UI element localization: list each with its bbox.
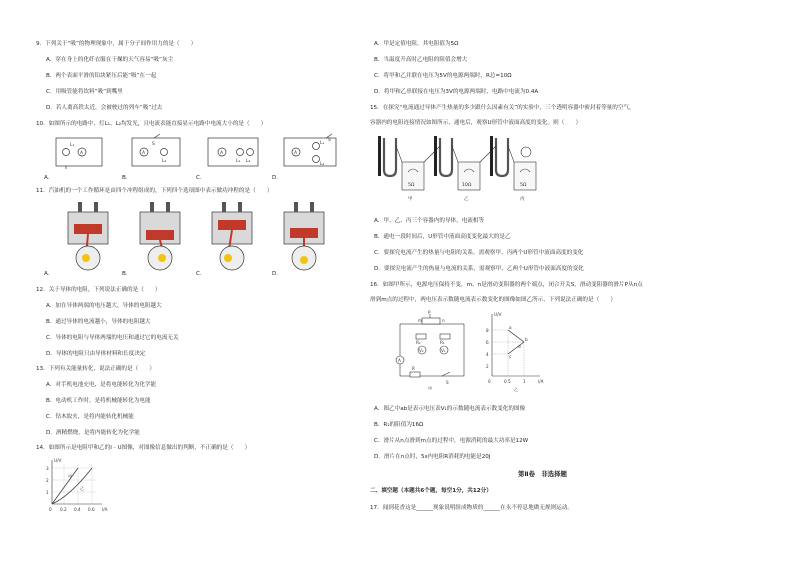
q16-caption-jia: 甲 [428,386,433,390]
q16-label-p: P [428,310,431,315]
q16-graph [478,310,548,392]
q9-option-a: A．穿在身上的化纤衣服在干燥的天气容易“吸”灰尘 [46,57,174,63]
q11-label-d: D． [272,271,282,277]
q14-ytick-1: 1 [46,490,49,495]
q14-option-d: D．将甲和乙串联接在电压为3V的电源两端时，电路中电流为0.4A [374,89,539,95]
q16-point-c: c [509,354,512,359]
q10-ammeter-a: A [80,151,84,156]
q16-ytick-8: 8 [486,328,489,333]
q16-option-d: D．滑片在n点时，5s内电阻R消耗的电能是20J [374,454,491,460]
q16-ytick-4: 4 [486,352,489,357]
right-column [370,0,794,562]
q12-stem: 12．关于导体的电阻，下列说法正确的是（ ） [36,287,161,293]
q9-option-b: B．两个表面平滑的铅块紧压后能“吸”在一起 [46,73,157,79]
q10-label-c: C． [196,175,206,181]
q13-stem: 13．下列有关能量转化，说法正确的是（ ） [36,366,155,372]
q14-xtick-04: 0.4 [74,507,81,512]
q16-xlabel: I/A [538,379,544,384]
q16-label-v2: V₂ [419,348,424,353]
q14-option-a: A．甲是定值电阻，其电阻值为5Ω [374,41,459,47]
q15-option-a: A．甲、乙、丙三个容器内的导体，电流相等 [374,218,485,224]
section-2-heading: 二、填空题（本题共6个题，每空1分，共12分） [370,488,492,494]
q12-option-d: D．导体的电阻只由导体材料和长度决定 [46,351,146,357]
q10-ammeter-b: A [142,151,146,156]
q16-label-v1: V₁ [441,348,446,353]
q13-option-c: C．钻木取火，是将内能转化机械能 [46,414,134,420]
q16-point-d: d [518,344,521,349]
q14-ytick-3: 3 [46,466,49,471]
q16-stem-2: 滑到m点的过程中，两电压表示数随电流表示数变化的图像如图乙所示，下列说法正确的是（ ） [370,297,616,303]
q16-label-m: m [418,318,423,323]
q14-ytick-2: 2 [46,478,49,483]
q15-resistor-jia: 5Ω [408,183,415,188]
q10-ammeter-c: A [220,151,224,156]
q16-point-a: a [509,325,512,330]
q13-option-a: A．对手机电池充电，是将电能转化为化学能 [46,382,157,388]
q16-label-r2: R₂ [416,340,421,345]
q16-label-r: R [412,366,415,371]
q14-series-jia: 甲 [68,474,73,479]
q16-stem: 16．如图甲所示，电源电压保持不变，m、n是滑动变阻器的两个端点，闭合开关S，滑动变阻器的滑片P从n点 [370,282,643,288]
q16-label-n: n [442,318,445,323]
q16-label-r1: R₁ [440,340,445,345]
q16-line-ab [508,330,524,342]
q10-switch-b: S [152,142,155,147]
q15-label-bing: 丙 [520,197,525,202]
q10-circuits-figure [44,132,344,178]
q16-label-s: S [446,380,449,385]
left-column [0,0,370,562]
q11-stem: 11．汽油机的一个工作循环是由四个冲程组成的，下列四个选项图中表示做功冲程的是（ ） [36,188,273,194]
q9-stem: 9．下列关于“吸”的物理现象中，属于分子间作用力的是（ ） [36,41,197,47]
q10-l1-d: L₁ [320,141,325,146]
q16-caption-yi: 乙 [514,387,519,392]
q14-xtick-06: 0.6 [88,507,95,512]
q12-option-b: B．通过导体的电流越小，导体的电阻越大 [46,319,151,325]
q14-ylabel: U/V [54,458,62,463]
q10-l2-b: L₂ [162,159,167,164]
q14-xlabel: I/A [102,507,108,512]
q16-option-c: C．滑片从n点滑到m点的过程中，电源消耗的最大功率是12W [374,438,529,444]
q10-label-b: B． [122,175,132,181]
q11-label-b: B． [122,271,132,277]
q15-resistor-bing: 5Ω [520,183,527,188]
q10-stem: 10．如图所示的电路中，灯L₁、L₂均发光，且电流表能直接显示电路中电流大小的是（ ） [36,121,267,127]
q14-stem: 14．如图所示是电阻甲和乙的I﹣U图像，对图像信息做出的判断，不正确的是（ ） [36,445,251,451]
q14-graph [40,456,120,518]
q15-option-d: D．要探究电流产生的热量与电流的关系，需观察甲、乙两个U形管中液面高度的变化 [374,266,584,272]
q12-option-a: A．加在导体两端的电压越大，导体的电阻越大 [46,303,162,309]
q16-circuit-figure [392,310,478,390]
q14-line-jia [52,468,78,504]
q9-option-c: C．用吸管能将饮料“吸”到嘴里 [46,89,123,95]
q15-resistor-yi: 10Ω [462,183,472,188]
q13-option-b: B．电动机工作时，是将机械能转化为电能 [46,398,151,404]
q14-option-b: B．当温度升高时乙电阻的阻值会增大 [374,57,468,63]
q13-option-d: D．酒精燃烧，是将内能转化为化学能 [46,430,140,436]
q16-line-cd [508,342,524,354]
q15-stem-2: 容器内的电阻连接情况如图所示，通电后，观察U形管中液面高度的变化。则（ ） [370,120,582,126]
q16-ytick-2: 2 [486,364,489,369]
q15-label-jia: 甲 [408,197,413,202]
q12-option-c: C．导体的电阻与导体两端的电压和通过它的电流无关 [46,335,179,341]
q14-xtick-0: 0 [49,507,52,512]
q16-xtick-0: 0 [488,379,491,384]
q16-option-a: A．图乙中ab是表示电压表V₁的示数随电流表示数变化的图像 [374,406,526,412]
q16-xtick-1: 1 [523,379,526,384]
q10-label-a: A． [44,175,54,181]
q10-switch-d: S [328,138,331,143]
q15-label-yi: 乙 [464,197,469,202]
q16-point-b: b [525,337,528,342]
q16-label-a: A [398,358,401,363]
q11-label-a: A． [44,271,54,277]
q16-xtick-05: 0.5 [504,379,511,384]
q10-l1-a: L₁ [70,143,75,148]
q14-option-c: C．将甲和乙并联在电压为5V的电源两端时，R总=10Ω [374,73,512,79]
q15-option-b: B．通电一段时间后，U形管中液面高度变化最大的是乙 [374,234,511,240]
q10-ammeter-d: A [294,151,298,156]
q17-text: 17．闻到花香这是______现象说明组成物质的______在永不停息地做无规则运动。 [370,505,573,511]
q11-label-c: C． [196,271,206,277]
q16-ylabel: U/V [494,312,502,317]
q14-xtick-02: 0.2 [60,507,67,512]
q15-containers-figure [378,132,548,202]
q11-engines-figure [56,198,346,274]
q16-ytick-6: 6 [486,340,489,345]
q15-option-c: C．要探究电流产生的热量与电阻的关系，需观察甲、丙两个U形管中液面高度的变化 [374,250,584,256]
q10-l1-c: L₁ [236,159,241,164]
q9-option-d: D．若人离高铁太近，会被驶过的列车“吸”过去 [46,105,163,111]
q10-l2-d: L₂ [320,162,325,167]
q15-stem: 15．在探究“电流通过导体产生热量的多少跟什么因素有关”的实验中，三个透明容器中密封着等量的空气， [370,105,635,111]
part-2-title: 第Ⅱ卷 非选择题 [518,470,567,478]
q14-series-yi: 乙 [80,486,85,491]
q16-option-b: B．R₂的阻值为16Ω [374,422,424,428]
q10-label-d: D． [272,175,282,181]
q10-l2-c: L₂ [246,159,251,164]
